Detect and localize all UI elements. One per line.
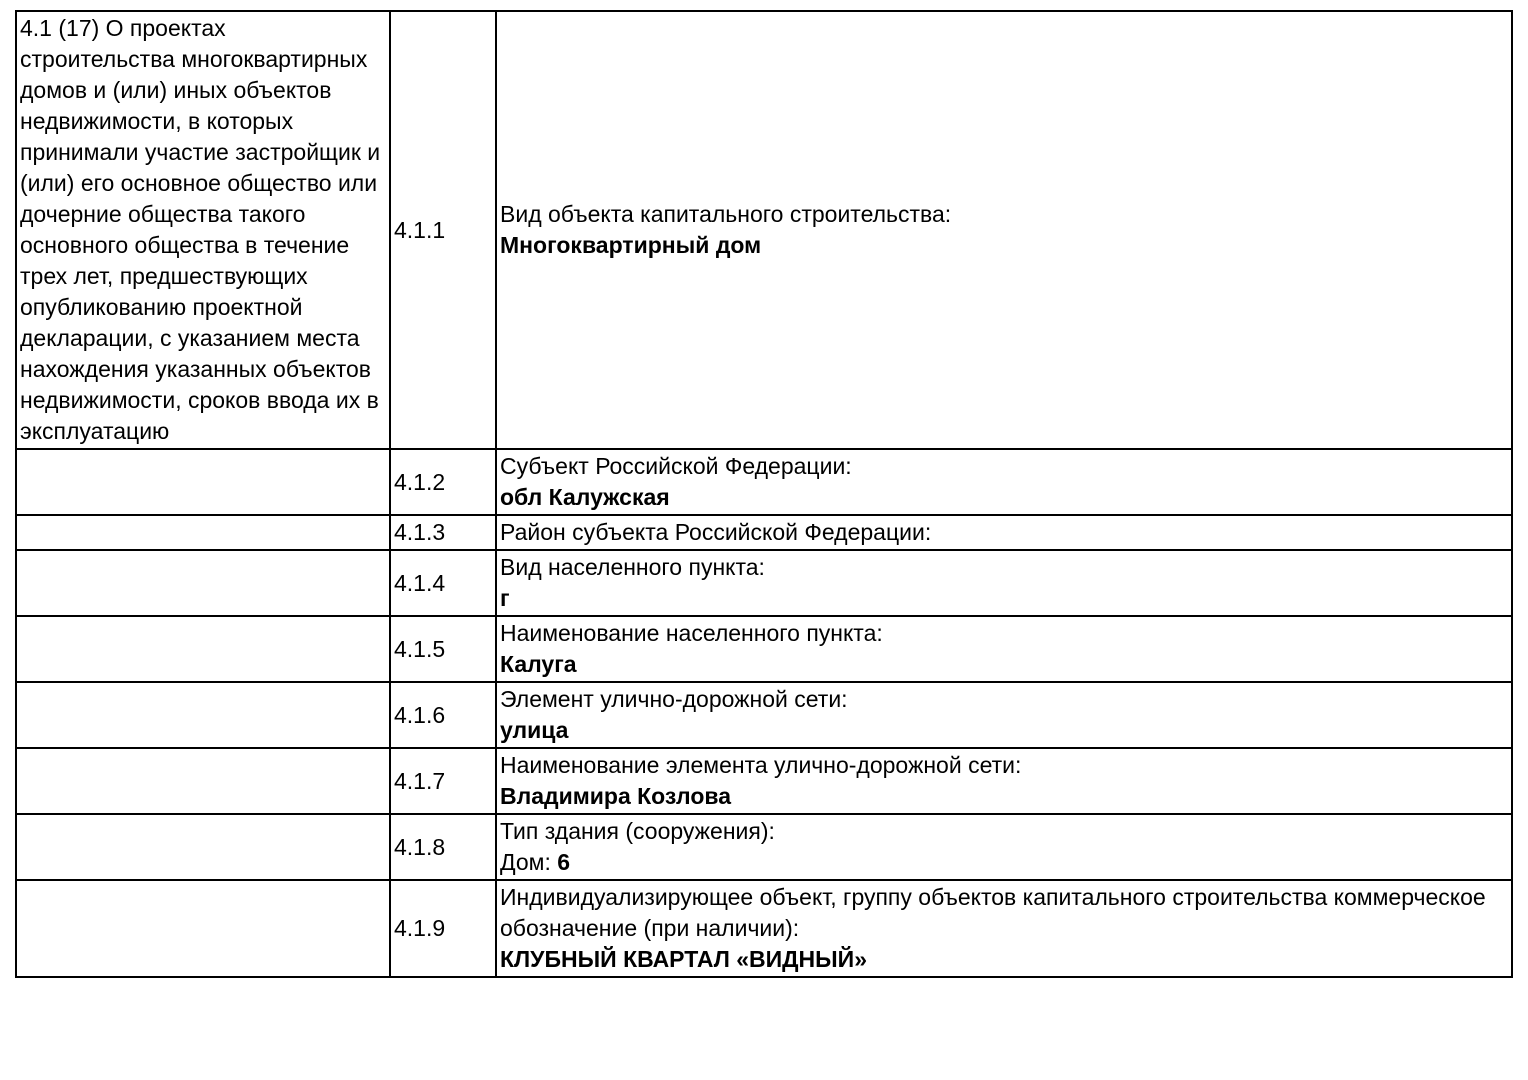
table-row — [16, 550, 1512, 616]
section-description-cell — [16, 616, 390, 682]
field-value-line — [500, 781, 1508, 812]
row-number: 4.1.5 — [390, 616, 496, 682]
field-value: Многоквартирный дом — [500, 232, 762, 258]
field-cell — [496, 515, 1512, 550]
field-label: Субъект Российской Федерации: — [500, 453, 852, 479]
field-cell — [496, 616, 1512, 682]
field-value-line — [500, 944, 1508, 975]
row-number: 4.1.9 — [390, 880, 496, 977]
table-row — [16, 682, 1512, 748]
field-value-line — [500, 649, 1508, 680]
section-description-cell — [16, 449, 390, 515]
row-number: 4.1.4 — [390, 550, 496, 616]
declaration-table-body — [16, 11, 1512, 977]
field-value: г — [500, 585, 510, 611]
field-value: Владимира Козлова — [500, 783, 732, 809]
field-value-prefix: Дом: — [500, 849, 558, 875]
section-description-cell — [16, 814, 390, 880]
table-row — [16, 616, 1512, 682]
field-cell — [496, 11, 1512, 449]
table-row — [16, 880, 1512, 977]
field-label: Наименование населенного пункта: — [500, 620, 883, 646]
section-description-cell — [16, 748, 390, 814]
row-number: 4.1.8 — [390, 814, 496, 880]
field-value: Калуга — [500, 651, 577, 677]
table-row — [16, 11, 1512, 449]
declaration-table — [15, 10, 1513, 978]
field-value: улица — [500, 717, 569, 743]
row-number: 4.1.2 — [390, 449, 496, 515]
row-number: 4.1.6 — [390, 682, 496, 748]
field-cell — [496, 814, 1512, 880]
field-label: Вид объекта капитального строительства: — [500, 201, 952, 227]
field-label: Район субъекта Российской Федерации: — [500, 519, 932, 545]
field-label: Тип здания (сооружения): — [500, 818, 775, 844]
field-value-line — [500, 715, 1508, 746]
field-cell — [496, 550, 1512, 616]
field-cell — [496, 880, 1512, 977]
section-description-cell — [16, 682, 390, 748]
field-value-line — [500, 583, 1508, 614]
field-label: Элемент улично-дорожной сети: — [500, 686, 848, 712]
section-description: 4.1 (17) О проектах строительства многоквартирных домов и (или) иных объектов недвижимости, в которых принимали участие застройщик и (или) его основное общество или дочерние общества такого основного общества в течение трех лет, предшествующих опубликованию проектной декларации, с указанием места нахождения указанных объектов недвижимости, сроков ввода их в эксплуатацию — [20, 15, 381, 444]
field-cell — [496, 682, 1512, 748]
field-label: Наименование элемента улично-дорожной сети: — [500, 752, 1022, 778]
table-row — [16, 748, 1512, 814]
field-label: Вид населенного пункта: — [500, 554, 765, 580]
section-description-cell — [16, 515, 390, 550]
row-number: 4.1.3 — [390, 515, 496, 550]
section-description-cell — [16, 11, 390, 449]
table-row — [16, 515, 1512, 550]
field-value-line — [500, 230, 1508, 261]
field-value: КЛУБНЫЙ КВАРТАЛ «ВИДНЫЙ» — [500, 946, 868, 972]
field-value-line — [500, 482, 1508, 513]
section-description-cell — [16, 880, 390, 977]
table-row — [16, 449, 1512, 515]
field-value: обл Калужская — [500, 484, 670, 510]
field-value-line — [500, 847, 1508, 878]
field-cell — [496, 449, 1512, 515]
table-row — [16, 814, 1512, 880]
row-number: 4.1.1 — [390, 11, 496, 449]
row-number: 4.1.7 — [390, 748, 496, 814]
field-value: 6 — [557, 849, 571, 875]
field-cell — [496, 748, 1512, 814]
field-label: Индивидуализирующее объект, группу объектов капитального строительства коммерческое обозначение (при наличии): — [500, 884, 1486, 941]
section-description-cell — [16, 550, 390, 616]
